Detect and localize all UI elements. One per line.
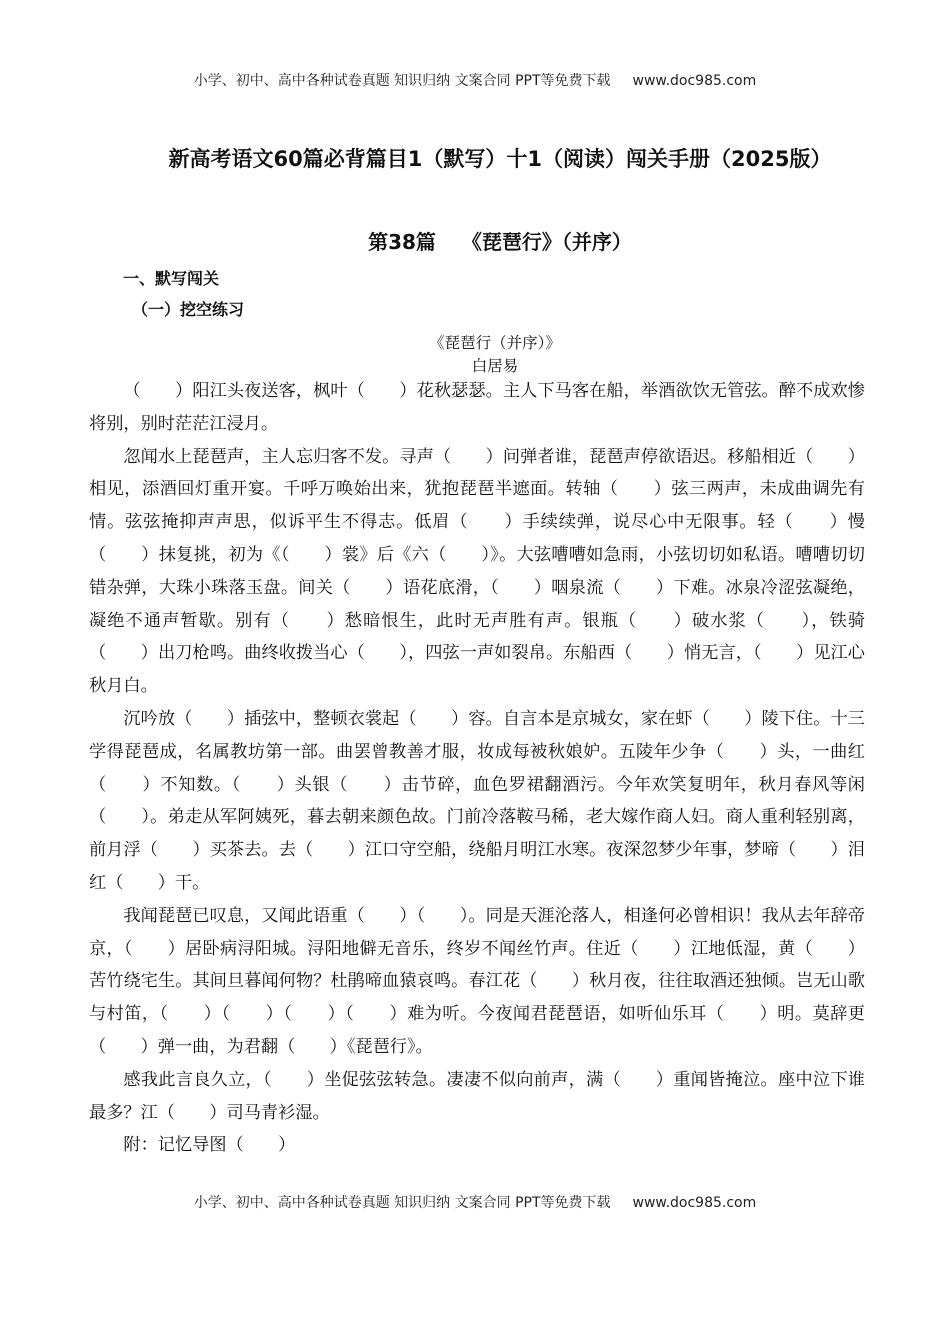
- lesson-number: 第38篇: [368, 230, 436, 254]
- lesson-heading: [150, 226, 850, 255]
- footer-site-link[interactable]: www.doc985.com: [632, 1195, 757, 1211]
- document-title: 新高考语文60篇必背篇目1（默写）十1（阅读）闯关手册（2025版）: [168, 147, 832, 171]
- subsection-heading: （一）挖空练习: [132, 300, 245, 319]
- header-site-link[interactable]: www.doc985.com: [632, 73, 757, 89]
- appendix-line: 附：记忆导图（ ）: [123, 1135, 296, 1156]
- poem-author: 白居易: [471, 357, 519, 375]
- page-header: [0, 70, 950, 90]
- lesson-title: 《琵琶行》（并序）: [461, 230, 632, 254]
- paragraph: 我闻琵琶已叹息，又闻此语重（ ）（ ）。同是天涯沦落人，相逢何必曾相识！我从去年辞帝京，（ ）居卧病浔阳城。浔阳地僻无音乐，终岁不闻丝竹声。住近（ ）江地低湿，黄（ ）苦竹绕宅生。其间旦暮闻何物？杜鹃啼血猿哀鸣。春江花（ ）秋月夜，往往取酒还独倾。岂无山歌与村笛，（ ）（ ）（ ）（ ）难为听。今夜闻君琵琶语，如听仙乐耳（ ）明。莫辞更（ ）弹一曲，为君翻（ ）《琵琶行》。: [89, 905, 865, 1057]
- section-heading: 一、默写闯关: [123, 269, 220, 288]
- poem-body: [89, 375, 865, 1162]
- paragraph: （ ）阳江头夜送客，枫叶（ ）花秋瑟瑟。主人下马客在船，举酒欲饮无管弦。醉不成欢惨将别，别时茫茫江浸月。: [89, 381, 865, 434]
- paragraph: 感我此言良久立，（ ）坐促弦弦转急。凄凄不似向前声，满（ ）重闻皆掩泣。座中泣下谁最多？江（ ）司马青衫湿。: [89, 1069, 865, 1123]
- poem-title: 《琵琶行（并序）》: [429, 334, 561, 352]
- page-footer: [0, 1192, 950, 1212]
- paragraph: 忽闻水上琵琶声，主人忘归客不发。寻声（ ）问弹者谁，琵琶声停欲语迟。移船相近（ ）相见，添酒回灯重开宴。千呼万唤始出来，犹抱琵琶半遮面。转轴（ ）弦三两声，未成曲调先有情。弦弦掩抑声声思，似诉平生不得志。低眉（ ）手续续弹，说尽心中无限事。轻（ ）慢（ ）抹复挑，初为《（ ）裳》后《六（ ）》。大弦嘈嘈如急雨，小弦切切如私语。嘈嘈切切错杂弹，大珠小珠落玉盘。间关（ ）语花底滑，（ ）咽泉流（ ）下难。冰泉冷涩弦凝绝，凝绝不通声暂歇。别有（ ）愁暗恨生，此时无声胜有声。银瓶（ ）破水浆（ ），铁骑（ ）出刀枪鸣。曲终收拨当心（ ），四弦一声如裂帛。东船西（ ）悄无言，（ ）见江心秋月白。: [89, 446, 865, 697]
- footer-text: 小学、初中、高中各种试卷真题 知识归纳 文案合同 PPT等免费下载: [193, 1195, 611, 1211]
- paragraph: 沉吟放（ ）插弦中，整顿衣裳起（ ）容。自言本是京城女，家在虾（ ）陵下住。十三学得琵琶成，名属教坊第一部。曲罢曾教善才服，妆成每被秋娘妒。五陵年少争（ ）头，一曲红（ ）不知数。（ ）头银（ ）击节碎，血色罗裙翻酒污。今年欢笑复明年，秋月春风等闲（ ）。弟走从军阿姨死，暮去朝来颜色故。门前冷落鞍马稀，老大嫁作商人妇。商人重利轻别离，前月浮（ ）买茶去。去（ ）江口守空船，绕船月明江水寒。夜深忽梦少年事，梦啼（ ）泪红（ ）干。: [89, 708, 865, 893]
- header-text: 小学、初中、高中各种试卷真题 知识归纳 文案合同 PPT等免费下载: [193, 73, 611, 89]
